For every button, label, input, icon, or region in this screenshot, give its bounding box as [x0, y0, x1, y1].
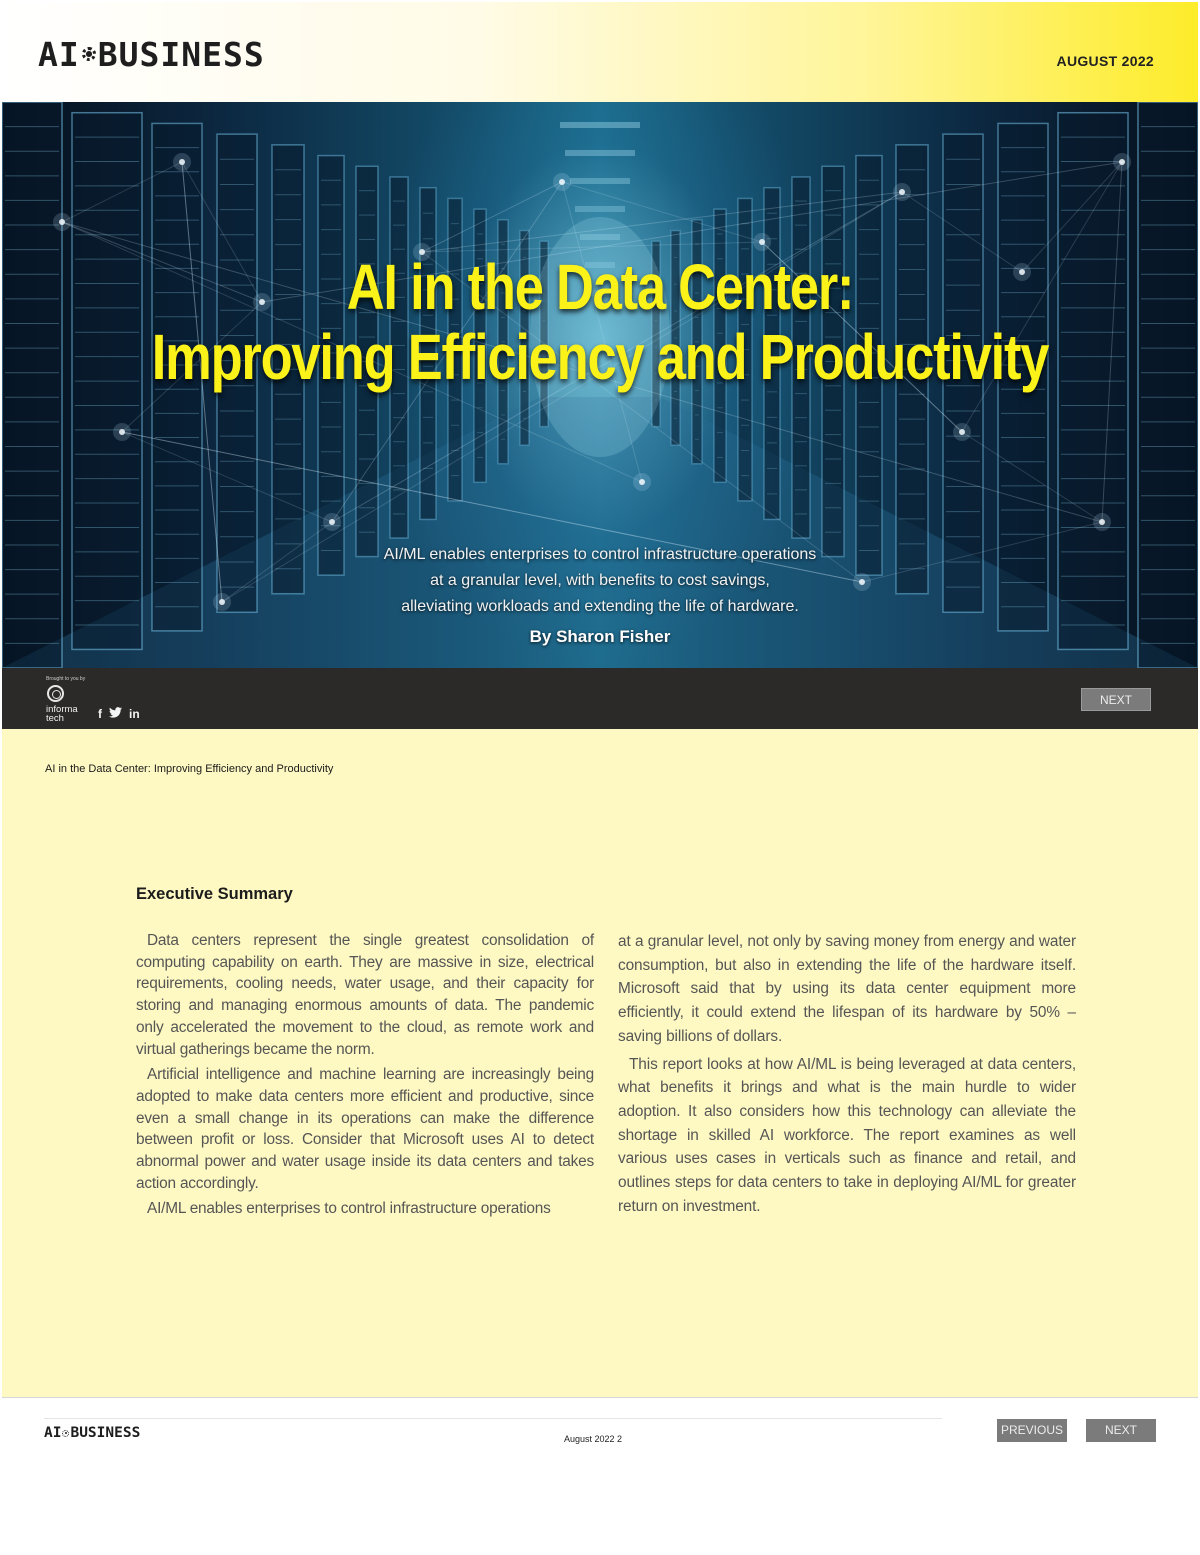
paragraph: at a granular level, not only by saving money from energy and water consumption, but also in extending the life of the hardware itself. Microsoft said that by using its data center equipment more efficiently, it could extend the lifespan of its hardware by 50% – saving billions of dollars.: [618, 933, 1076, 1045]
text-column-right: [618, 930, 1076, 1222]
ai-business-logo-small: [44, 1425, 140, 1441]
logo-text-ai: AI: [38, 34, 80, 74]
deck-line-2: at a granular level, with benefits to cost savings,: [430, 572, 770, 589]
deck-line-3: alleviating workloads and extending the life of hardware.: [401, 598, 799, 615]
paragraph: This report looks at how AI/ML is being leveraged at data centers, what benefits it brings and what is the main hurdle to wider adoption. It also considers how this technology can alleviate the shortage in skilled AI workforce. The report examines as well various uses cases in verticals such as finance and retail, and outlines steps for data centers to take in deploying AI/ML for greater return on investment.: [618, 1055, 1076, 1215]
page-footer: [2, 1397, 1198, 1553]
paragraph: Data centers represent the single greatest consolidation of computing capability on earth. They are massive in size, electrical requirements, cooling needs, water usage, and their capacity for storing and managing enormous amounts of data. The pandemic only accelerated the movement to the cloud, as remote work and virtual gatherings became the norm.: [136, 932, 594, 1058]
facebook-icon[interactable]: f: [98, 707, 102, 721]
next-button[interactable]: NEXT: [1086, 1419, 1156, 1442]
informa-logo-icon: [47, 685, 64, 702]
informa-tech-logo: [46, 705, 78, 723]
hero-title: [110, 252, 1091, 392]
next-button[interactable]: NEXT: [1081, 688, 1151, 711]
brought-to-you-by: Brought to you by: [46, 676, 86, 682]
logo-text-business: BUSINESS: [97, 34, 265, 74]
issue-date: AUGUST 2022: [1056, 53, 1154, 69]
sponsor-line-2: tech: [46, 713, 64, 724]
social-links: [98, 705, 140, 723]
logo-text-ai: AI: [44, 1425, 62, 1441]
cover-page: [2, 2, 1198, 729]
logo-text-business: BUSINESS: [70, 1425, 141, 1441]
sponsor-line-1: informa: [46, 704, 78, 715]
hero-banner: [2, 102, 1198, 668]
hero-title-line-1: AI in the Data Center:: [346, 251, 854, 323]
gear-icon: [82, 47, 96, 61]
sponsor-bar: [2, 668, 1198, 729]
paragraph: AI/ML enables enterprises to control infrastructure operations: [147, 1200, 551, 1218]
hero-deck: [2, 542, 1198, 620]
masthead: [2, 2, 1198, 102]
text-column-left: [136, 930, 594, 1224]
section-title: Executive Summary: [136, 885, 293, 903]
gear-icon: [62, 1430, 69, 1437]
previous-button[interactable]: PREVIOUS: [997, 1419, 1067, 1442]
linkedin-icon[interactable]: in: [129, 707, 140, 721]
content-page: [2, 729, 1198, 1397]
hero-title-line-2: Improving Efficiency and Productivity: [151, 321, 1049, 393]
running-head: AI in the Data Center: Improving Efficiency and Productivity: [45, 763, 334, 775]
twitter-icon[interactable]: [109, 705, 122, 723]
ai-business-logo: [38, 32, 265, 76]
deck-line-1: AI/ML enables enterprises to control infrastructure operations: [383, 546, 817, 563]
paragraph: Artificial intelligence and machine learning are increasingly being adopted to make data centers more efficient and productive, since even a small change in its operations can make the difference between profit or loss. Consider that Microsoft uses AI to detect abnormal power and water usage inside its data centers and takes action accordingly.: [136, 1066, 594, 1192]
footer-divider: [44, 1418, 942, 1419]
footer-page-number: August 2022 2: [564, 1434, 623, 1444]
byline: By Sharon Fisher: [529, 627, 671, 646]
